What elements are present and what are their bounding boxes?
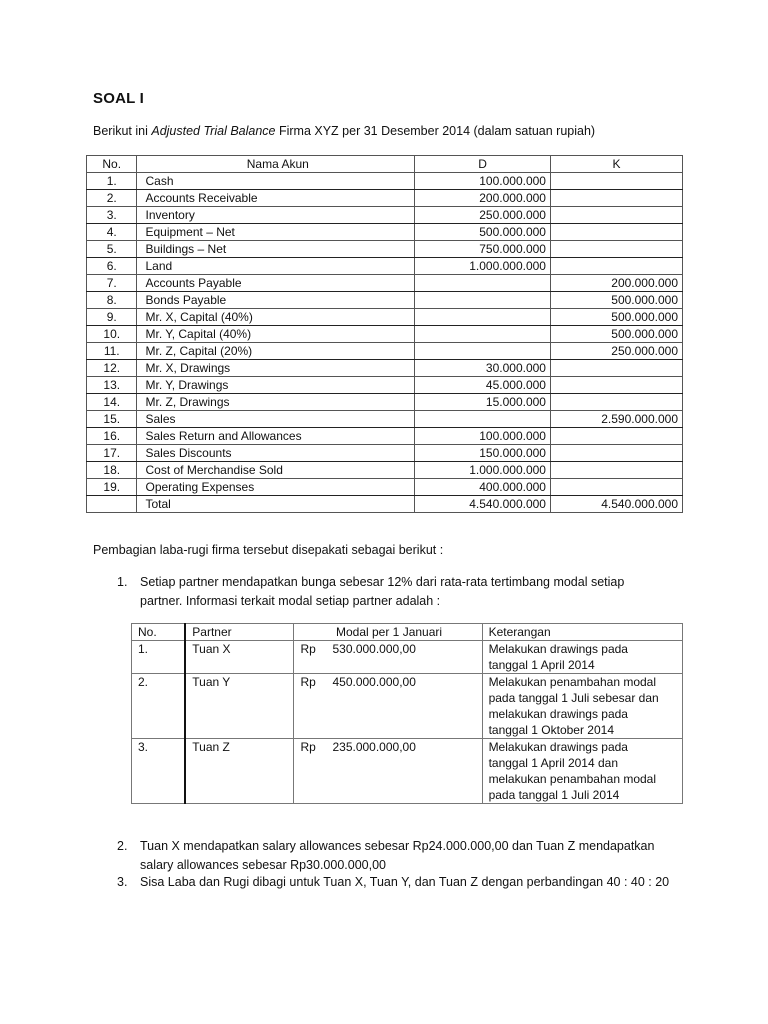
- keterangan-line: melakukan penambahan modal: [488, 772, 657, 786]
- cell-no: 7.: [87, 275, 137, 292]
- list-text-line1: Tuan X mendapatkan salary allowances sebesar Rp24.000.000,00 dan Tuan Z mendapatkan: [140, 839, 655, 853]
- cell-no: 2.: [87, 190, 137, 207]
- cell-account-name: Mr. Y, Capital (40%): [137, 326, 415, 343]
- cell-debit: [415, 343, 551, 360]
- cell-account-name: Accounts Payable: [137, 275, 415, 292]
- header-nama-akun: Nama Akun: [137, 156, 415, 173]
- table-row: [87, 343, 683, 360]
- keterangan-line: tanggal 1 April 2014: [488, 658, 595, 672]
- keterangan-line: tanggal 1 Oktober 2014: [488, 723, 614, 737]
- table-row: [87, 173, 683, 190]
- list-number: 3.: [117, 875, 128, 889]
- modal-amount: 530.000.000,00: [332, 642, 416, 656]
- intro-prefix: Berikut ini: [93, 124, 152, 138]
- trial-balance-table: [86, 155, 683, 513]
- cell-credit: [550, 360, 682, 377]
- intro-italic: Adjusted Trial Balance: [151, 124, 276, 138]
- cell-no: 16.: [87, 428, 137, 445]
- cell-debit: 500.000.000: [415, 224, 551, 241]
- table-row: [132, 674, 683, 739]
- cell-keterangan: [482, 641, 682, 674]
- cell-no: 13.: [87, 377, 137, 394]
- cell-no: 6.: [87, 258, 137, 275]
- cell-debit: 200.000.000: [415, 190, 551, 207]
- cell-modal: [294, 674, 482, 739]
- cell-account-name: Buildings – Net: [137, 241, 415, 258]
- partner-capital-table: [131, 623, 683, 804]
- cell-account-name: Sales Discounts: [137, 445, 415, 462]
- table-row: [87, 394, 683, 411]
- cell-credit: [550, 394, 682, 411]
- keterangan-line: tanggal 1 April 2014 dan: [488, 756, 619, 770]
- cell-no: 3.: [132, 739, 186, 804]
- cell-credit: 500.000.000: [550, 326, 682, 343]
- cell-credit: [550, 377, 682, 394]
- header-modal: Modal per 1 Januari: [294, 624, 482, 641]
- currency-label: Rp: [300, 675, 316, 689]
- header-debit: D: [415, 156, 551, 173]
- table-row: [87, 224, 683, 241]
- table-row: [87, 258, 683, 275]
- keterangan-line: Melakukan drawings pada: [488, 740, 628, 754]
- intro-suffix: Firma XYZ per 31 Desember 2014 (dalam satuan rupiah): [275, 124, 596, 138]
- cell-debit: 15.000.000: [415, 394, 551, 411]
- intro-text: [93, 124, 595, 138]
- table-row: [132, 641, 683, 674]
- keterangan-line: pada tanggal 1 Juli sebesar dan: [488, 691, 659, 705]
- table-row: [87, 360, 683, 377]
- cell-debit: 1.000.000.000: [415, 462, 551, 479]
- cell-debit: 100.000.000: [415, 173, 551, 190]
- cell-no: 8.: [87, 292, 137, 309]
- table-row: [87, 411, 683, 428]
- currency-label: Rp: [300, 740, 316, 754]
- table-row: [87, 428, 683, 445]
- keterangan-line: pada tanggal 1 Juli 2014: [488, 788, 620, 802]
- list-number: 2.: [117, 839, 128, 853]
- table-row: [87, 309, 683, 326]
- list-text-line1: Setiap partner mendapatkan bunga sebesar 12% dari rata-rata tertimbang modal setiap: [140, 575, 625, 589]
- cell-debit: 1.000.000.000: [415, 258, 551, 275]
- cell-account-name: Mr. Z, Capital (20%): [137, 343, 415, 360]
- modal-amount: 450.000.000,00: [332, 675, 416, 689]
- cell-credit: [550, 224, 682, 241]
- keterangan-line: Melakukan penambahan modal: [488, 675, 657, 689]
- cell-modal: [294, 641, 482, 674]
- cell-credit: [550, 258, 682, 275]
- cell-no: 14.: [87, 394, 137, 411]
- cell-credit: [550, 445, 682, 462]
- cell-debit: 4.540.000.000: [415, 496, 551, 513]
- cell-no: 19.: [87, 479, 137, 496]
- cell-partner: Tuan X: [185, 641, 294, 674]
- cell-credit: [550, 241, 682, 258]
- table-row: [87, 292, 683, 309]
- currency-label: Rp: [300, 642, 316, 656]
- cell-credit: [550, 207, 682, 224]
- cell-account-name: Sales Return and Allowances: [137, 428, 415, 445]
- header-no: No.: [132, 624, 186, 641]
- list-item-1: [117, 573, 697, 613]
- cell-no: 18.: [87, 462, 137, 479]
- cell-no: 5.: [87, 241, 137, 258]
- cell-account-name: Mr. Z, Drawings: [137, 394, 415, 411]
- cell-account-name: Mr. Y, Drawings: [137, 377, 415, 394]
- cell-debit: [415, 292, 551, 309]
- cell-debit: 30.000.000: [415, 360, 551, 377]
- table-row: [87, 241, 683, 258]
- cell-credit: 250.000.000: [550, 343, 682, 360]
- page-title: SOAL I: [93, 90, 144, 107]
- cell-account-name: Accounts Receivable: [137, 190, 415, 207]
- cell-no: 17.: [87, 445, 137, 462]
- cell-credit: [550, 190, 682, 207]
- cell-debit: 45.000.000: [415, 377, 551, 394]
- cell-debit: 750.000.000: [415, 241, 551, 258]
- cell-no: 15.: [87, 411, 137, 428]
- cell-modal: [294, 739, 482, 804]
- cell-credit: [550, 173, 682, 190]
- cell-account-name: Mr. X, Capital (40%): [137, 309, 415, 326]
- table-header-row: [132, 624, 683, 641]
- cell-no: [87, 496, 137, 513]
- cell-account-name: Bonds Payable: [137, 292, 415, 309]
- list-item-2: [117, 837, 697, 877]
- modal-amount: 235.000.000,00: [332, 740, 416, 754]
- cell-no: 1.: [132, 641, 186, 674]
- cell-partner: Tuan Y: [185, 674, 294, 739]
- cell-no: 11.: [87, 343, 137, 360]
- cell-no: 1.: [87, 173, 137, 190]
- header-partner: Partner: [185, 624, 294, 641]
- cell-no: 2.: [132, 674, 186, 739]
- header-no: No.: [87, 156, 137, 173]
- cell-account-name: Land: [137, 258, 415, 275]
- table-row: [87, 190, 683, 207]
- table-row: [87, 462, 683, 479]
- cell-credit: 4.540.000.000: [550, 496, 682, 513]
- table-row: [87, 445, 683, 462]
- cell-credit: 2.590.000.000: [550, 411, 682, 428]
- list-item-3: [117, 873, 697, 893]
- keterangan-line: melakukan drawings pada: [488, 707, 628, 721]
- cell-debit: 150.000.000: [415, 445, 551, 462]
- table-row: [87, 377, 683, 394]
- table-row: [87, 207, 683, 224]
- cell-account-name: Cost of Merchandise Sold: [137, 462, 415, 479]
- header-credit: K: [550, 156, 682, 173]
- cell-credit: [550, 428, 682, 445]
- cell-debit: [415, 275, 551, 292]
- cell-no: 9.: [87, 309, 137, 326]
- cell-debit: 250.000.000: [415, 207, 551, 224]
- cell-account-name: Cash: [137, 173, 415, 190]
- cell-no: 4.: [87, 224, 137, 241]
- cell-debit: [415, 326, 551, 343]
- table-row: [132, 739, 683, 804]
- cell-credit: [550, 479, 682, 496]
- cell-credit: 500.000.000: [550, 292, 682, 309]
- cell-keterangan: [482, 739, 682, 804]
- cell-debit: [415, 411, 551, 428]
- cell-debit: 400.000.000: [415, 479, 551, 496]
- cell-credit: 500.000.000: [550, 309, 682, 326]
- cell-keterangan: [482, 674, 682, 739]
- cell-account-name: Total: [137, 496, 415, 513]
- cell-account-name: Operating Expenses: [137, 479, 415, 496]
- cell-partner: Tuan Z: [185, 739, 294, 804]
- cell-account-name: Equipment – Net: [137, 224, 415, 241]
- list-number: 1.: [117, 575, 128, 589]
- cell-account-name: Inventory: [137, 207, 415, 224]
- table-row: [87, 275, 683, 292]
- cell-credit: 200.000.000: [550, 275, 682, 292]
- profit-sharing-intro: Pembagian laba-rugi firma tersebut disepakati sebagai berikut :: [93, 543, 444, 557]
- keterangan-line: Melakukan drawings pada: [488, 642, 628, 656]
- cell-account-name: Mr. X, Drawings: [137, 360, 415, 377]
- table-header-row: [87, 156, 683, 173]
- cell-account-name: Sales: [137, 411, 415, 428]
- cell-no: 12.: [87, 360, 137, 377]
- cell-credit: [550, 462, 682, 479]
- list-text-line2: partner. Informasi terkait modal setiap partner adalah :: [140, 594, 441, 608]
- header-keterangan: Keterangan: [482, 624, 682, 641]
- list-text-line1: Sisa Laba dan Rugi dibagi untuk Tuan X, Tuan Y, dan Tuan Z dengan perbandingan 40 : 40 : 20: [140, 875, 670, 889]
- cell-debit: [415, 309, 551, 326]
- list-text-line2: salary allowances sebesar Rp30.000.000,00: [140, 858, 386, 872]
- cell-debit: 100.000.000: [415, 428, 551, 445]
- table-row: [87, 479, 683, 496]
- table-row: [87, 496, 683, 513]
- cell-no: 3.: [87, 207, 137, 224]
- table-row: [87, 326, 683, 343]
- cell-no: 10.: [87, 326, 137, 343]
